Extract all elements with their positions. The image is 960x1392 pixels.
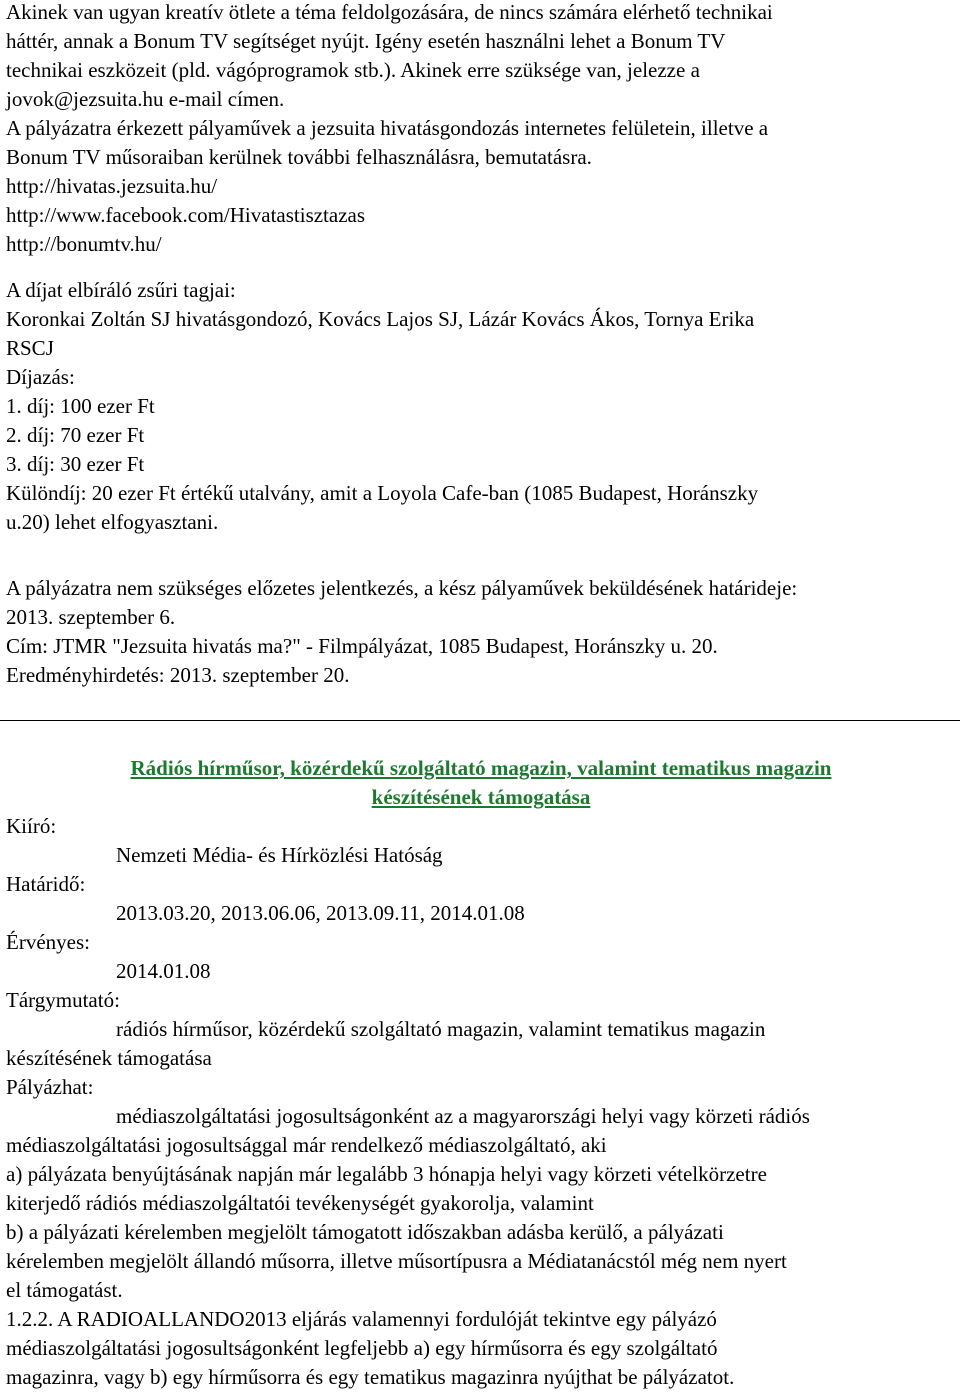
- jury-heading: A díjat elbíráló zsűri tagjai:: [6, 278, 236, 302]
- intro-line: háttér, annak a Bonum TV segítséget nyújt. Igény esetén használni lehet a Bonum TV: [6, 29, 726, 53]
- jury-members: Koronkai Zoltán SJ hivatásgondozó, Kovács Lajos SJ, Lázár Kovács Ákos, Tornya Erika: [6, 307, 755, 331]
- special-prize-cont: u.20) lehet elfogyasztani.: [6, 510, 219, 534]
- section-divider: [0, 720, 960, 721]
- eligible-line: médiaszolgáltatási jogosultságonként legfeljebb a) egy hírműsorra és egy szolgáltató: [6, 1336, 718, 1360]
- eligible-label: Pályázhat:: [6, 1075, 94, 1099]
- link-hivatas: http://hivatas.jezsuita.hu/: [6, 174, 218, 198]
- intro-line: A pályázatra érkezett pályaművek a jezsuita hivatásgondozás internetes felületein, illetve a: [6, 116, 769, 140]
- jury-members-cont: RSCJ: [6, 336, 54, 360]
- intro-line: technikai eszközeit (pld. vágóprogramok stb.). Akinek erre szüksége van, jelezze a: [6, 58, 700, 82]
- prizes-heading: Díjazás:: [6, 365, 75, 389]
- topic-value: rádiós hírműsor, közérdekű szolgáltató magazin, valamint tematikus magazin: [116, 1017, 766, 1041]
- prize-item: 2. díj: 70 ezer Ft: [6, 423, 145, 447]
- grant-title-line: készítésének támogatása: [371, 785, 591, 809]
- link-bonumtv: http://bonumtv.hu/: [6, 232, 162, 256]
- link-facebook: http://www.facebook.com/Hivatastisztazas: [6, 203, 366, 227]
- valid-label: Érvényes:: [6, 930, 90, 954]
- deadline-label: Határidő:: [6, 872, 86, 896]
- eligible-line: el támogatást.: [6, 1278, 123, 1302]
- jury-section: [6, 276, 758, 537]
- eligible-line: 1.2.2. A RADIOALLANDO2013 eljárás valamennyi fordulóját tekintve egy pályázó: [6, 1307, 717, 1331]
- closing-section: [6, 574, 797, 690]
- eligible-line: magazinra, vagy b) egy hírműsorra és egy tematikus magazinra nyújthat be pályázatot.: [6, 1365, 735, 1389]
- intro-line: Bonum TV műsoraiban kerülnek további felhasználásra, bemutatásra.: [6, 145, 592, 169]
- eligible-line: kérelemben megjelölt állandó műsorra, illetve műsortípusra a Médiatanácstól még nem nyert: [6, 1249, 787, 1273]
- issuer-value: Nemzeti Média- és Hírközlési Hatóság: [116, 843, 443, 867]
- topic-value-cont: készítésének támogatása: [6, 1046, 212, 1070]
- prize-item: 1. díj: 100 ezer Ft: [6, 394, 155, 418]
- address-line: Cím: JTMR "Jezsuita hivatás ma?" - Filmpályázat, 1085 Budapest, Horánszky u. 20.: [6, 634, 718, 658]
- special-prize: Különdíj: 20 ezer Ft értékű utalvány, amit a Loyola Cafe-ban (1085 Budapest, Horánszky: [6, 481, 759, 505]
- eligible-line: b) a pályázati kérelemben megjelölt támogatott időszakban adásba kerülő, a pályázati: [6, 1220, 724, 1244]
- eligible-line: médiaszolgáltatási jogosultságonként az a magyarországi helyi vagy körzeti rádiós: [116, 1104, 810, 1128]
- intro-section: [6, 0, 773, 259]
- intro-line: Akinek van ugyan kreatív ötlete a téma feldolgozására, de nincs számára elérhető technikai: [6, 0, 773, 24]
- closing-line: A pályázatra nem szükséges előzetes jelentkezés, a kész pályaművek beküldésének határideje:: [6, 576, 798, 600]
- eligible-line: kiterjedő rádiós médiaszolgáltatói tevékenységét gyakorolja, valamint: [6, 1191, 594, 1215]
- grant-title-line: Rádiós hírműsor, közérdekű szolgáltató magazin, valamint tematikus magazin: [130, 756, 832, 780]
- deadline-value: 2013.03.20, 2013.06.06, 2013.09.11, 2014.01.08: [116, 901, 525, 925]
- topic-label: Tárgymutató:: [6, 988, 120, 1012]
- valid-value: 2014.01.08: [116, 959, 211, 983]
- grant-details: [6, 812, 810, 1392]
- grant-title: [6, 754, 956, 812]
- eligible-line: a) pályázata benyújtásának napján már legalább 3 hónapja helyi vagy körzeti vételkörzetre: [6, 1162, 767, 1186]
- intro-line: jovok@jezsuita.hu e-mail címen.: [6, 87, 285, 111]
- issuer-label: Kiíró:: [6, 814, 57, 838]
- results-line: Eredményhirdetés: 2013. szeptember 20.: [6, 663, 350, 687]
- closing-line: 2013. szeptember 6.: [6, 605, 176, 629]
- eligible-line: médiaszolgáltatási jogosultsággal már rendelkező médiaszolgáltató, aki: [6, 1133, 607, 1157]
- prize-item: 3. díj: 30 ezer Ft: [6, 452, 145, 476]
